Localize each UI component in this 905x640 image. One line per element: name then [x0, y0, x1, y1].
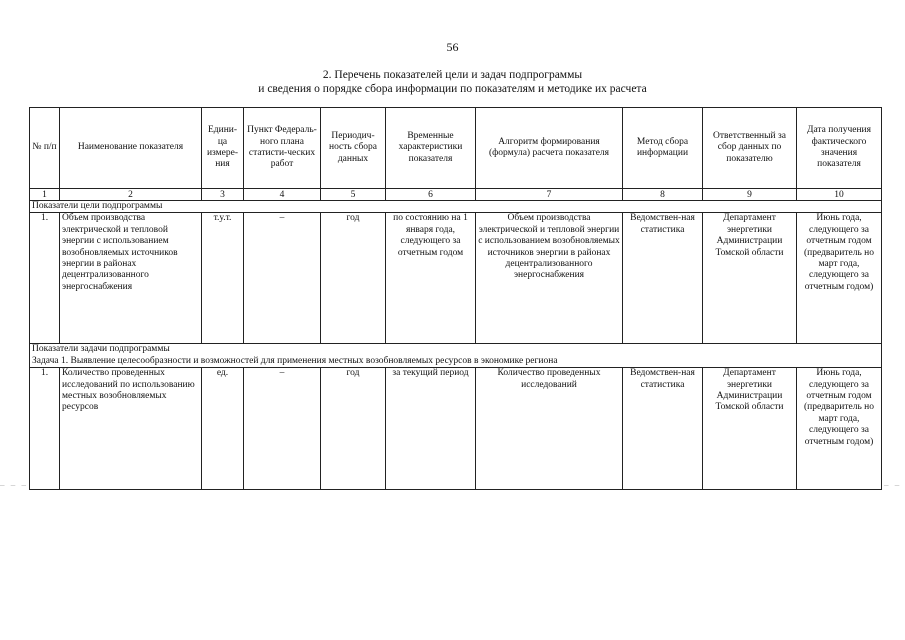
cell-periodicity: год [321, 213, 386, 344]
cell-periodicity: год [321, 368, 386, 490]
column-number: 2 [60, 189, 202, 201]
section-tasks-row [30, 344, 882, 368]
page-number: 56 [446, 40, 459, 54]
table-row [30, 368, 882, 490]
column-number: 9 [703, 189, 797, 201]
header-row [30, 108, 882, 189]
header-method: Метод сбора информации [623, 108, 703, 189]
cell-name: Количество проведенных исследований по использованию местных возобновляемых ресурсов [60, 368, 202, 490]
cell-date: Июнь года, следующего за отчетным годом (предваритель но март года, следующего за отчетным годом) [797, 368, 882, 490]
scan-margin-mark: – – – [0, 480, 28, 490]
column-number: 7 [476, 189, 623, 201]
column-number-row [30, 189, 882, 201]
cell-unit: ед. [202, 368, 244, 490]
indicators-table [29, 107, 882, 490]
title-line-2: и сведения о порядке сбора информации по показателям и методике их расчета [258, 83, 647, 95]
cell-num: 1. [30, 368, 60, 490]
header-unit: Едини-ца измере-ния [202, 108, 244, 189]
title-line-1: 2. Перечень показателей цели и задач подпрограммы [322, 69, 583, 81]
cell-plan-item: – [244, 368, 321, 490]
table-row [30, 213, 882, 344]
scan-margin-mark: – – [884, 480, 902, 490]
header-plan-item: Пункт Федераль-ного плана статисти-ческих работ [244, 108, 321, 189]
cell-algorithm: Объем производства электрической и тепловой энергии с использованием возобновляемых источников энергии в районах децентрализованного энергоснабжения [476, 213, 623, 344]
header-date: Дата получения фактического значения показателя [797, 108, 882, 189]
section-tasks-heading [30, 344, 882, 368]
column-number: 10 [797, 189, 882, 201]
cell-responsible: Департамент энергетики Администрации Томской области [703, 368, 797, 490]
header-name: Наименование показателя [60, 108, 202, 189]
section-tasks-label: Показатели задачи подпрограммы [32, 344, 170, 355]
cell-time-characteristics: по состоянию на 1 января года, следующего за отчетным годом [386, 213, 476, 344]
column-number: 4 [244, 189, 321, 201]
header-algorithm: Алгоритм формирования (формула) расчета показателя [476, 108, 623, 189]
section-goal-row [30, 201, 882, 213]
cell-unit: т.у.т. [202, 213, 244, 344]
cell-name: Объем производства электрической и тепловой энергии с использованием возобновляемых источников энергии в районах децентрализованного энергоснабжения [60, 213, 202, 344]
column-number: 1 [30, 189, 60, 201]
column-number: 8 [623, 189, 703, 201]
cell-num: 1. [30, 213, 60, 344]
header-time-characteristics: Временные характеристики показателя [386, 108, 476, 189]
cell-plan-item: – [244, 213, 321, 344]
section-goal-heading: Показатели цели подпрограммы [30, 201, 882, 213]
header-periodicity: Периодич-ность сбора данных [321, 108, 386, 189]
column-number: 3 [202, 189, 244, 201]
header-responsible: Ответственный за сбор данных по показателю [703, 108, 797, 189]
task-1-label: Задача 1. Выявление целесообразности и возможностей для применения местных возобновляемых ресурсов в экономике региона [32, 355, 558, 366]
header-num: № п/п [30, 108, 60, 189]
cell-method: Ведомствен-ная статистика [623, 368, 703, 490]
column-number: 6 [386, 189, 476, 201]
cell-method: Ведомствен-ная статистика [623, 213, 703, 344]
cell-responsible: Департамент энергетики Администрации Томской области [703, 213, 797, 344]
cell-algorithm: Количество проведенных исследований [476, 368, 623, 490]
cell-date: Июнь года, следующего за отчетным годом (предваритель но март года, следующего за отчетным годом) [797, 213, 882, 344]
cell-time-characteristics: за текущий период [386, 368, 476, 490]
column-number: 5 [321, 189, 386, 201]
document-title [0, 68, 905, 96]
